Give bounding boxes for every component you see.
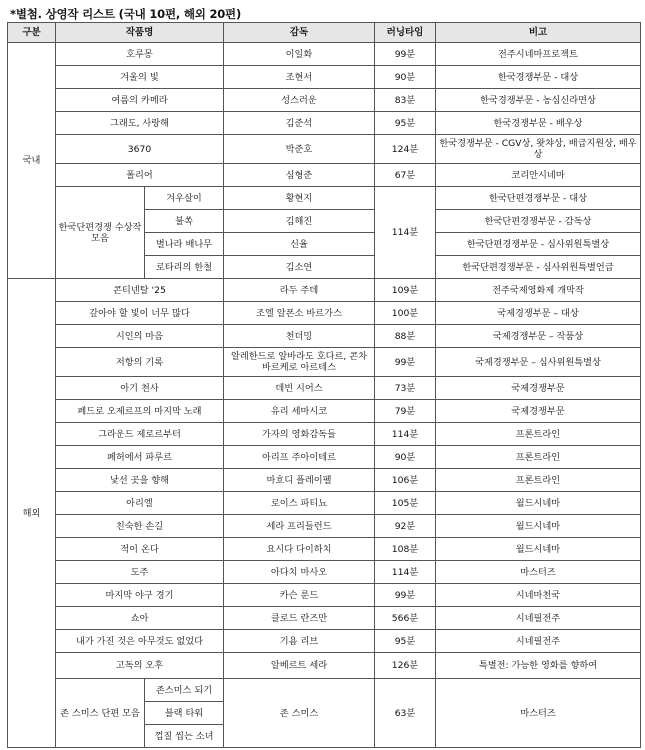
director: 김소연	[224, 256, 375, 279]
director: 심형준	[224, 164, 375, 187]
runtime: 92분	[375, 515, 436, 538]
work-title: 블랙 타워	[145, 702, 224, 725]
table-row	[8, 400, 641, 423]
work-title: 도주	[56, 561, 224, 584]
runtime: 90분	[375, 446, 436, 469]
work-title: 로타리의 한철	[145, 256, 224, 279]
work-title: 폐허에서 파루르	[56, 446, 224, 469]
header-note: 비고	[436, 23, 641, 43]
work-title: 저항의 기록	[56, 348, 224, 377]
director: 마흐디 플레이펠	[224, 469, 375, 492]
runtime: 124분	[375, 135, 436, 164]
runtime: 109분	[375, 279, 436, 302]
work-title: 껍질 씹는 소녀	[145, 725, 224, 748]
work-title: 친숙한 손길	[56, 515, 224, 538]
work-title: 존스미스 되기	[145, 679, 224, 702]
director: 기욤 리브	[224, 630, 375, 653]
runtime: 114분	[375, 423, 436, 446]
screening-list-table	[7, 22, 641, 748]
table-row	[8, 302, 641, 325]
work-title: 페드로 오제르프의 마지막 노래	[56, 400, 224, 423]
runtime: 114분	[375, 187, 436, 279]
director: 가자의 영화감독들	[224, 423, 375, 446]
shorts-collection-label: 한국단편경쟁 수상작 모음	[56, 187, 145, 279]
table-row	[8, 469, 641, 492]
table-row	[8, 584, 641, 607]
table-row	[8, 164, 641, 187]
work-title: 호루몽	[56, 43, 224, 66]
runtime: 99분	[375, 348, 436, 377]
runtime: 88분	[375, 325, 436, 348]
director: 아다치 마사오	[224, 561, 375, 584]
work-title: 고독의 오후	[56, 653, 224, 679]
table-row	[8, 607, 641, 630]
note: 국제경쟁부문	[436, 377, 641, 400]
director: 알레한드로 알바라도 호다르, 콘차 바르케로 아르테스	[224, 348, 375, 377]
note: 한국단편경쟁부문 - 심사위원특별상	[436, 233, 641, 256]
note: 월드시네마	[436, 492, 641, 515]
director: 로이스 파티뇨	[224, 492, 375, 515]
runtime: 105분	[375, 492, 436, 515]
runtime: 566분	[375, 607, 436, 630]
note: 프론트라인	[436, 446, 641, 469]
director: 조엘 알폰소 바르가스	[224, 302, 375, 325]
note: 전주국제영화제 개막작	[436, 279, 641, 302]
runtime: 100분	[375, 302, 436, 325]
table-row	[8, 679, 641, 702]
table-row	[8, 653, 641, 679]
director: 아리프 주아이테르	[224, 446, 375, 469]
runtime: 83분	[375, 89, 436, 112]
work-title: 겨울의 빛	[56, 66, 224, 89]
table-row	[8, 492, 641, 515]
group-overseas: 해외	[8, 279, 56, 748]
director: 알베르트 세라	[224, 653, 375, 679]
header-group: 구분	[8, 23, 56, 43]
director: 유리 세마시코	[224, 400, 375, 423]
table-row	[8, 66, 641, 89]
work-title: 콘티넨탈 '25	[56, 279, 224, 302]
work-title: 시인의 마음	[56, 325, 224, 348]
note: 프론트라인	[436, 423, 641, 446]
runtime: 95분	[375, 630, 436, 653]
work-title: 아리엘	[56, 492, 224, 515]
director: 황현지	[224, 187, 375, 210]
note: 국제경쟁부문 – 대상	[436, 302, 641, 325]
runtime: 90분	[375, 66, 436, 89]
director: 클로드 란즈만	[224, 607, 375, 630]
note: 마스터즈	[436, 561, 641, 584]
note: 시네필전주	[436, 607, 641, 630]
note: 마스터즈	[436, 679, 641, 748]
table-row	[8, 423, 641, 446]
note: 전주시네마프로젝트	[436, 43, 641, 66]
note: 한국단편경쟁부문 - 심사위원특별언급	[436, 256, 641, 279]
note: 코리안시네마	[436, 164, 641, 187]
work-title: 내가 가진 것은 아무것도 없었다	[56, 630, 224, 653]
runtime: 106분	[375, 469, 436, 492]
director: 존 스미스	[224, 679, 375, 748]
runtime: 95분	[375, 112, 436, 135]
note: 특별전: 가능한 영화를 향하여	[436, 653, 641, 679]
note: 월드시네마	[436, 515, 641, 538]
work-title: 적이 온다	[56, 538, 224, 561]
note: 한국단편경쟁부문 - 대상	[436, 187, 641, 210]
runtime: 99분	[375, 584, 436, 607]
runtime: 67분	[375, 164, 436, 187]
director: 박준호	[224, 135, 375, 164]
work-title: 마지막 야구 경기	[56, 584, 224, 607]
note: 프론트라인	[436, 469, 641, 492]
header-runtime: 러닝타임	[375, 23, 436, 43]
table-row	[8, 348, 641, 377]
table-row	[8, 279, 641, 302]
note: 월드시네마	[436, 538, 641, 561]
table-row	[8, 89, 641, 112]
note: 국제경쟁부문 – 심사위원특별상	[436, 348, 641, 377]
director: 김준석	[224, 112, 375, 135]
note: 한국경쟁부문 - 배우상	[436, 112, 641, 135]
director: 요시다 다이하치	[224, 538, 375, 561]
table-row	[8, 187, 641, 210]
director: 신율	[224, 233, 375, 256]
note: 국제경쟁부문	[436, 400, 641, 423]
note: 한국경쟁부문 - 농심신라면상	[436, 89, 641, 112]
runtime: 73분	[375, 377, 436, 400]
note: 한국경쟁부문 - 대상	[436, 66, 641, 89]
table-row	[8, 561, 641, 584]
header-work: 작품명	[56, 23, 224, 43]
runtime: 63분	[375, 679, 436, 748]
work-title: 낯선 곳을 향해	[56, 469, 224, 492]
table-row	[8, 538, 641, 561]
director: 이일화	[224, 43, 375, 66]
document-title: *별첨. 상영작 리스트 (국내 10편, 해외 20편)	[10, 7, 242, 21]
work-title: 갚아야 할 빛이 너무 많다	[56, 302, 224, 325]
table-row	[8, 43, 641, 66]
note: 한국경쟁부문 - CGV상, 왓챠상, 배급지원상, 배우상	[436, 135, 641, 164]
table-row	[8, 135, 641, 164]
director: 조현서	[224, 66, 375, 89]
work-title: 그라운드 제로르부터	[56, 423, 224, 446]
work-title: 겨우살이	[145, 187, 224, 210]
director: 데빈 시어스	[224, 377, 375, 400]
director: 카슨 룬드	[224, 584, 375, 607]
director: 성스러운	[224, 89, 375, 112]
director: 세라 프리들런드	[224, 515, 375, 538]
director: 라두 주데	[224, 279, 375, 302]
note: 한국단편경쟁부문 - 감독상	[436, 210, 641, 233]
work-title: 여름의 카메라	[56, 89, 224, 112]
runtime: 99분	[375, 43, 436, 66]
runtime: 126분	[375, 653, 436, 679]
note: 시네필전주	[436, 630, 641, 653]
table-row	[8, 630, 641, 653]
director: 김해진	[224, 210, 375, 233]
table-row	[8, 446, 641, 469]
work-title: 아기 천사	[56, 377, 224, 400]
work-title: 3670	[56, 135, 224, 164]
work-title: 폴리어	[56, 164, 224, 187]
note: 시네마천국	[436, 584, 641, 607]
table-row	[8, 515, 641, 538]
table-row	[8, 325, 641, 348]
runtime: 79분	[375, 400, 436, 423]
work-title: 불쏙	[145, 210, 224, 233]
shorts-collection-label: 존 스미스 단편 모음	[56, 679, 145, 748]
work-title: 별나라 배나무	[145, 233, 224, 256]
header-director: 감독	[224, 23, 375, 43]
work-title: 쇼아	[56, 607, 224, 630]
table-row	[8, 377, 641, 400]
runtime: 108분	[375, 538, 436, 561]
runtime: 114분	[375, 561, 436, 584]
work-title: 그래도, 사랑해	[56, 112, 224, 135]
director: 천더밍	[224, 325, 375, 348]
group-domestic: 국내	[8, 43, 56, 279]
table-row	[8, 112, 641, 135]
note: 국제경쟁부문 – 작품상	[436, 325, 641, 348]
table-header-row	[8, 23, 641, 43]
